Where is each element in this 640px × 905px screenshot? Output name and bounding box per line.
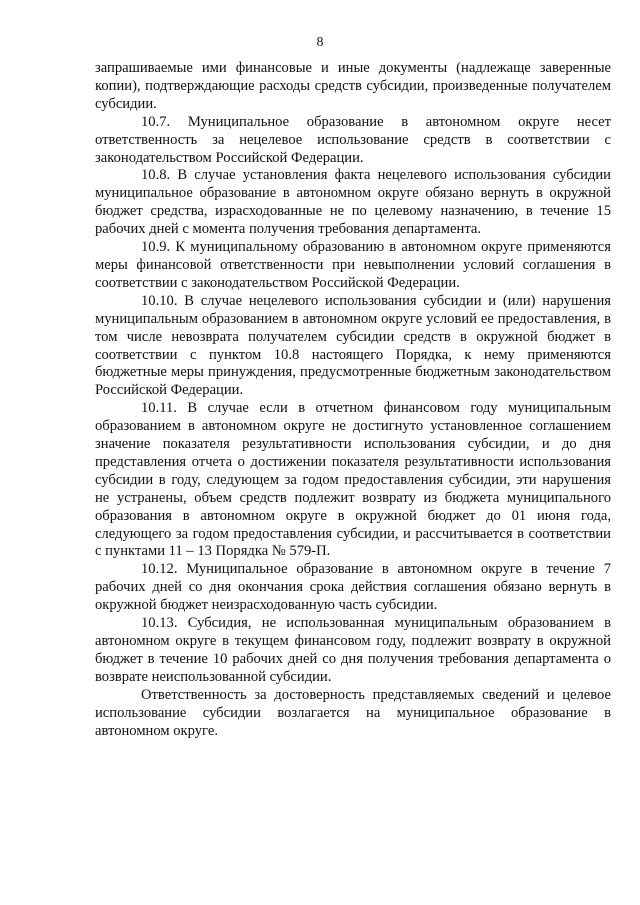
document-body (95, 60, 611, 740)
page-number: 8 (316, 35, 324, 50)
paragraph-10-11: 10.11. В случае если в отчетном финансовом году муниципальным образованием в автономном округе не достигнуто установленное соглашением значение показателя результативности использования субсидии, и до дня представления отчета о достижении показателя результативности использования субсидии в году, следующем за годом предоставления субсидии, эти нарушения не устранены, объем средств подлежит возврату из бюджета муниципального образования в автономном округе в окружной бюджет до 01 июня года, следующего за годом предоставления субсидии, и рассчитывается в соответствии с пунктами 11 – 13 Порядка № 579-П. (95, 400, 611, 560)
paragraph-continuation: запрашиваемые ими финансовые и иные документы (надлежаще заверенные копии), подтверждающие расходы средств субсидии, произведенные получателем субсидии. (95, 60, 611, 112)
paragraph-10-13: 10.13. Субсидия, не использованная муниципальным образованием в автономном округе в текущем финансовом году, подлежит возврату в окружной бюджет в течение 10 рабочих дней со дня получения требования департамента о возврате неиспользованной субсидии. (95, 615, 611, 685)
paragraph-responsibility: Ответственность за достоверность представляемых сведений и целевое использование субсидии возлагается на муниципальное образование в автономном округе. (95, 686, 611, 739)
paragraph-10-8: 10.8. В случае установления факта нецелевого использования субсидии муниципальное образование в автономном округе обязано вернуть в окружной бюджет средства, израсходованные не по целевому назначению, в течение 15 рабочих дней с момента получения требования департамента. (95, 167, 611, 238)
paragraph-10-10: 10.10. В случае нецелевого использования субсидии и (или) нарушения муниципальным образованием в автономном округе условий ее предоставления, в том числе невозврата получателем субсидии средств в окружной бюджет в соответствии с пунктом 10.8 настоящего Порядка, к нему применяются бюджетные меры принуждения, предусмотренные бюджетным законодательством Российской Федерации. (95, 292, 611, 399)
paragraph-10-7: 10.7. Муниципальное образование в автономном округе несет ответственность за нецелевое использование средств в соответствии с законодательством Российской Федерации. (95, 113, 611, 166)
paragraph-10-9: 10.9. К муниципальному образованию в автономном округе применяются меры финансовой ответственности при невыполнении условий соглашения в соответствии с законодательством Российской Федерации. (95, 239, 611, 291)
paragraph-10-12: 10.12. Муниципальное образование в автономном округе в течение 7 рабочих дней со дня окончания срока действия соглашения обязано вернуть в окружной бюджет неизрасходованную часть субсидии. (95, 561, 611, 614)
